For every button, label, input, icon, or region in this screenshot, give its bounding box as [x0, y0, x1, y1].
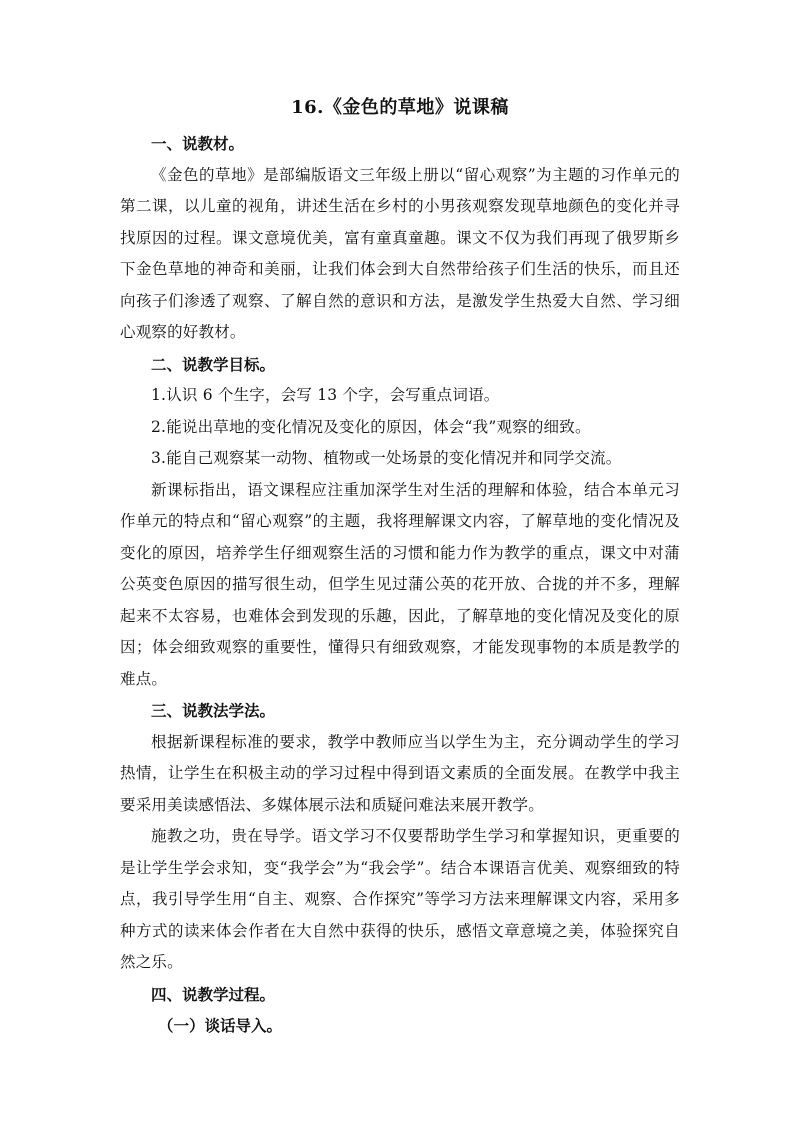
goal-item-3: 3.能自己观察某一动物、植物或一处场景的变化情况并和同学交流。: [151, 449, 622, 467]
paragraph-textbook-intro: 《金色的草地》是部编版语文三年级上册以“留心观察”为主题的习作单元的第二课，以儿童的视角，讲述生活在乡村的小男孩观察发现草地颜色的变化并寻找原因的过程。课文意境优美，富有童真童趣。课文不仅为我们再现了俄罗斯乡下金色草地的神奇和美丽，让我们体会到大自然带给孩子们生活的快乐，而且还向孩子们渗透了观察、了解自然的意识和方法，是激发学生热爱大自然、学习细心观察的好教材。: [120, 165, 680, 341]
section-heading-process: 四、说教学过程。: [151, 984, 276, 1004]
goal-item-1: 1.认识 6 个生字，会写 13 个字，会写重点词语。: [151, 386, 500, 404]
section-heading-methods: 三、说教法学法。: [151, 701, 276, 720]
section-heading-goals: 二、说教学目标。: [151, 354, 276, 374]
subsection-heading-intro: （一）谈话导入。: [158, 1016, 283, 1035]
section-heading-textbook: 一、说教材。: [151, 134, 245, 153]
paragraph-learning-methods: 施教之功，贵在导学。语文学习不仅要帮助学生学习和掌握知识，更重要的是让学生学会求知，变“我学会”为“我会学”。结合本课语言优美、观察细致的特点，我引导学生用“自主、观察、合作探究”等学习方法来理解课文内容，采用多种方式的读来体会作者在大自然中获得的快乐，感悟文章意境之美，体验探究自然之乐。: [120, 827, 680, 971]
paragraph-teaching-methods: 根据新课程标准的要求，教学中教师应当以学生为主，充分调动学生的学习热情，让学生在积极主动的学习过程中得到语文素质的全面发展。在教学中我主要采用美读感悟法、多媒体展示法和质疑问难法来展开教学。: [120, 732, 680, 814]
goal-item-2: 2.能说出草地的变化情况及变化的原因，体会“我”观察的细致。: [151, 417, 591, 436]
document-title: 16.《金色的草地》说课稿: [291, 97, 509, 118]
paragraph-goals-analysis: 新课标指出，语文课程应注重加深学生对生活的理解和体验，结合本单元习作单元的特点和“留心观察”的主题，我将理解课文内容，了解草地的变化情况及变化的原因，培养学生仔细观察生活的习惯和能力作为教学的重点，课文中对蒲公英变色原因的描写很生动，但学生见过蒲公英的花开放、合拢的并不多，理解起来不太容易，也难体会到发现的乐趣，因此，了解草地的变化情况及变化的原因；体会细致观察的重要性，懂得只有细致观察，才能发现事物的本质是教学的难点。: [120, 480, 680, 688]
document-body: [120, 94, 680, 1042]
